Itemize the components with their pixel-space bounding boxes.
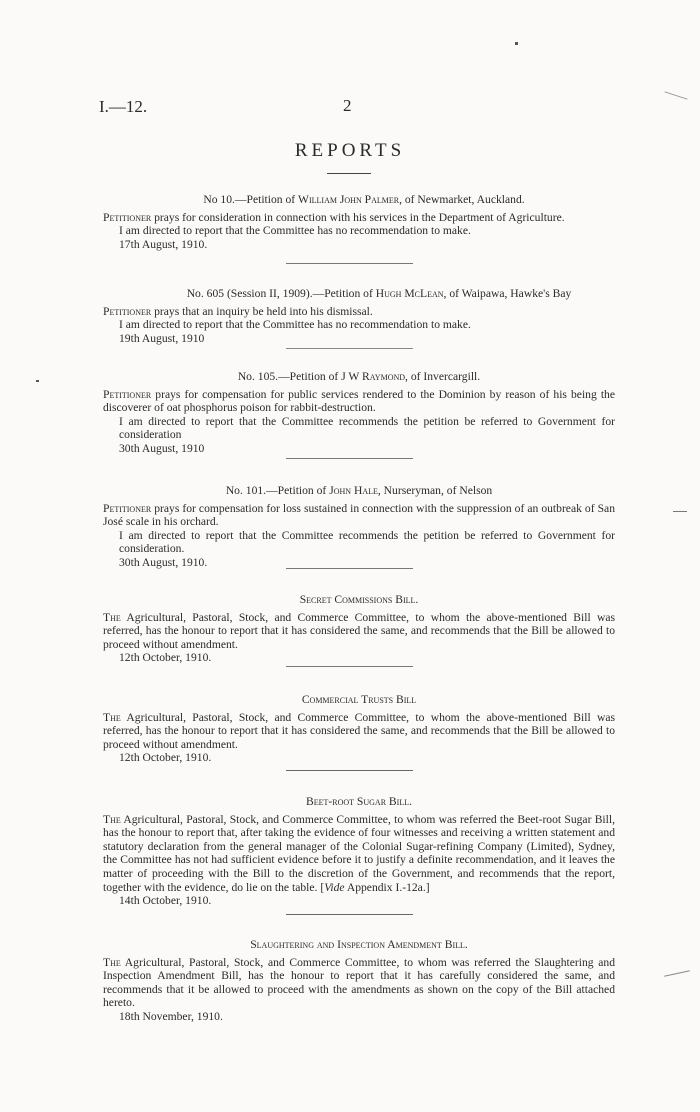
- bill-section: [103, 795, 615, 908]
- petition-date: 17th August, 1910.: [119, 237, 208, 251]
- petition-heading: No. 105.—Petition of J W Raymond, of Invercargill.: [237, 370, 481, 383]
- paper-reference: I.—12.: [99, 97, 148, 116]
- petition-section: [103, 287, 615, 345]
- petition-date: 30th August, 1910.: [119, 555, 208, 569]
- petition-report: I am directed to report that the Committee has no recommendation to make.: [119, 224, 471, 238]
- petition-report: I am directed to report that the Committee recommends the petition be referred to Government for consideration: [119, 414, 615, 442]
- section-divider: [286, 348, 413, 349]
- bill-date: 14th October, 1910.: [119, 894, 212, 908]
- petition-section: [103, 484, 615, 570]
- bill-section: [103, 938, 615, 1024]
- scan-mark: [664, 970, 690, 976]
- bill-heading: Secret Commissions Bill.: [299, 593, 419, 606]
- petition-text: Petitioner prays for compensation for public services rendered to the Dominion by reason of his being the discoverer of oat phosphorus poison for rabbit-destruction.: [103, 387, 615, 415]
- title-rule: [327, 173, 371, 174]
- section-divider: [286, 914, 413, 915]
- scan-mark: [673, 511, 687, 512]
- bill-heading: Commercial Trusts Bill: [301, 693, 417, 706]
- bill-text: The Agricultural, Pastoral, Stock, and Commerce Committee, to whom the above-mentioned Bill was referred, has the honour to report that it has considered the same, and recommends that the Bill be allowed to proceed without amendment.: [103, 610, 615, 651]
- section-divider: [286, 568, 413, 569]
- bill-date: 12th October, 1910.: [119, 651, 212, 665]
- bill-heading: Beet-root Sugar Bill.: [305, 795, 412, 808]
- bill-date: 18th November, 1910.: [119, 1009, 223, 1023]
- petition-heading: No. 605 (Session II, 1909).—Petition of Hugh McLean, of Waipawa, Hawke's Bay: [186, 287, 572, 300]
- petition-date: 30th August, 1910: [119, 441, 205, 455]
- section-divider: [286, 263, 413, 264]
- page-title: REPORTS: [294, 140, 406, 161]
- bill-text: The Agricultural, Pastoral, Stock, and Commerce Committee, to whom was referred the Beet-root Sugar Bill, has the honour to report that, after taking the evidence of four witnesses and receiving a written statement and statutory declaration from the general manager of the Colonial Sugar-refining Company (Limited), Sydney, the Committee has not had sufficient evidence before it to justify a definite recommendation, and it leaves the matter of proceeding with the Bill to the discretion of the Government, and recommends that the report, together with the evidence, do lie on the table. [Vide Appendix I.-12a.]: [103, 812, 615, 894]
- page-number: 2: [343, 96, 352, 115]
- petition-text: Petitioner prays that an inquiry be held into his dismissal.: [103, 304, 373, 318]
- scan-speck: [515, 42, 518, 45]
- petition-text: Petitioner prays for consideration in connection with his services in the Department of Agriculture.: [103, 210, 565, 224]
- bill-text: The Agricultural, Pastoral, Stock, and Commerce Committee, to whom was referred the Slaughtering and Inspection Amendment Bill, has the honour to report that it has carefully considered the same, and recommends that it be allowed to proceed with the amendments as shown on the copy of the Bill attached hereto.: [103, 955, 615, 1010]
- bill-section: [103, 593, 615, 665]
- section-divider: [286, 770, 413, 771]
- petition-text: Petitioner prays for compensation for loss sustained in connection with the suppression of an outbreak of San José scale in his orchard.: [103, 501, 615, 529]
- bill-text: The Agricultural, Pastoral, Stock, and Commerce Committee, to whom the above-mentioned Bill was referred, has the honour to report that it has considered the same, and recommends that the Bill be allowed to proceed without amendment.: [103, 710, 615, 751]
- bill-heading: Slaughtering and Inspection Amendment Bill.: [250, 938, 468, 951]
- scan-mark: [664, 91, 687, 99]
- petition-heading: No 10.—Petition of William John Palmer, of Newmarket, Auckland.: [203, 193, 525, 206]
- section-divider: [286, 666, 413, 667]
- bill-section: [103, 693, 615, 765]
- petition-heading: No. 101.—Petition of John Hale, Nurseryman, of Nelson: [225, 484, 493, 497]
- petition-report: I am directed to report that the Committee recommends the petition be referred to Government for consideration.: [119, 528, 615, 556]
- petition-section: [103, 370, 615, 456]
- scan-speck: [36, 380, 39, 382]
- bill-date: 12th October, 1910.: [119, 751, 212, 765]
- petition-section: [103, 193, 615, 251]
- petition-report: I am directed to report that the Committee has no recommendation to make.: [119, 318, 471, 332]
- petition-date: 19th August, 1910: [119, 331, 205, 345]
- section-divider: [286, 458, 413, 459]
